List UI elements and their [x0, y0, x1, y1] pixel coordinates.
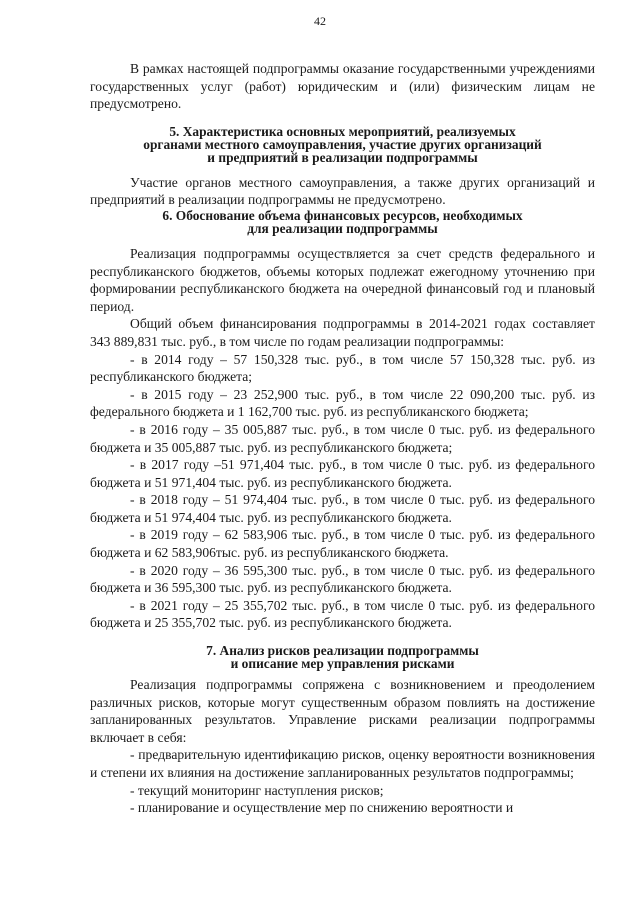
- page-content: [90, 60, 595, 817]
- section-7-heading-line: и описание мер управления рисками: [230, 656, 455, 672]
- funding-year-item: - в 2019 году – 62 583,906 тыс. руб., в том числе 0 тыс. руб. из федерального бюджета и 62 583,906тыс. руб. из республиканского бюджета.: [90, 527, 595, 561]
- funding-year-item: - в 2014 году – 57 150,328 тыс. руб., в том числе 57 150,328 тыс. руб. из республиканского бюджета;: [90, 351, 595, 385]
- section-7-heading-line: 7. Анализ рисков реализации подпрограммы: [206, 643, 479, 659]
- funding-year-item: - в 2018 году – 51 974,404 тыс. руб., в том числе 0 тыс. руб. из федерального бюджета и 51 974,404 тыс. руб. из республиканского бюджета.: [90, 492, 595, 525]
- section-6-heading-line: для реализации подпрограммы: [247, 220, 438, 236]
- risk-list-item: - текущий мониторинг наступления рисков;: [130, 782, 384, 798]
- risk-list-item: - предварительную идентификацию рисков, оценку вероятности возникновения и степени их влияния на достижение запланированных результатов подпрограммы;: [90, 747, 595, 780]
- section-7-heading: [90, 644, 595, 670]
- page-number: 42: [314, 14, 326, 28]
- funding-year-item: - в 2017 году –51 971,404 тыс. руб., в том числе 0 тыс. руб. из федерального бюджета и 51 971,404 тыс. руб. из республиканского бюджета.: [90, 457, 595, 490]
- risk-list-item: - планирование и осуществление мер по снижению вероятности и: [130, 800, 514, 816]
- section-6-total: Общий объем финансирования подпрограммы в 2014-2021 годах составляет 343 889,831 тыс. руб., в том числе по годам реализации подпрограммы:: [90, 316, 595, 349]
- section-6-heading-line: 6. Обоснование объема финансовых ресурсов, необходимых: [162, 207, 523, 223]
- funding-year-item: - в 2021 году – 25 355,702 тыс. руб., в том числе 0 тыс. руб. из федерального бюджета и 25 355,702 тыс. руб. из республиканского бюджета.: [90, 597, 595, 631]
- section-5-heading: [90, 125, 595, 164]
- funding-year-item: - в 2020 году – 36 595,300 тыс. руб., в том числе 0 тыс. руб. из федерального бюджета и 36 595,300 тыс. руб. из республиканского бюджета.: [90, 562, 595, 596]
- section-5-text: Участие органов местного самоуправления, а также других организаций и предприятий в реализации подпрограммы не предусмотрено.: [90, 174, 595, 208]
- section-5-heading-line: органами местного самоуправления, участие других организаций: [143, 136, 542, 152]
- section-5-heading-line: 5. Характеристика основных мероприятий, реализуемых: [169, 123, 516, 139]
- section-5-heading-line: и предприятий в реализации подпрограммы: [207, 149, 478, 165]
- section-7-paragraph: Реализация подпрограммы сопряжена с возникновением и преодолением различных рисков, которые могут существенным образом повлиять на достижение запланированных результатов. Управление рисками реализации подпрограммы включает в себя:: [90, 677, 595, 745]
- funding-year-item: - в 2015 году – 23 252,900 тыс. руб., в том числе 22 090,200 тыс. руб. из федерального бюджета и 1 162,700 тыс. руб. из республиканского бюджета;: [90, 386, 595, 420]
- section-6-heading: [90, 209, 595, 235]
- section-6-paragraph: Реализация подпрограммы осуществляется за счет средств федерального и республиканского бюджетов, объемы которых подлежат ежегодному уточнению при формировании республиканского бюджета на очередной финансовый год и плановый период.: [90, 245, 595, 314]
- paragraph-services: В рамках настоящей подпрограммы оказание государственными учреждениями государственных услуг (работ) юридическим и (или) физическим лицам не предусмотрено.: [90, 61, 595, 112]
- funding-year-item: - в 2016 году – 35 005,887 тыс. руб., в том числе 0 тыс. руб. из федерального бюджета и 35 005,887 тыс. руб. из республиканского бюджета;: [90, 421, 595, 455]
